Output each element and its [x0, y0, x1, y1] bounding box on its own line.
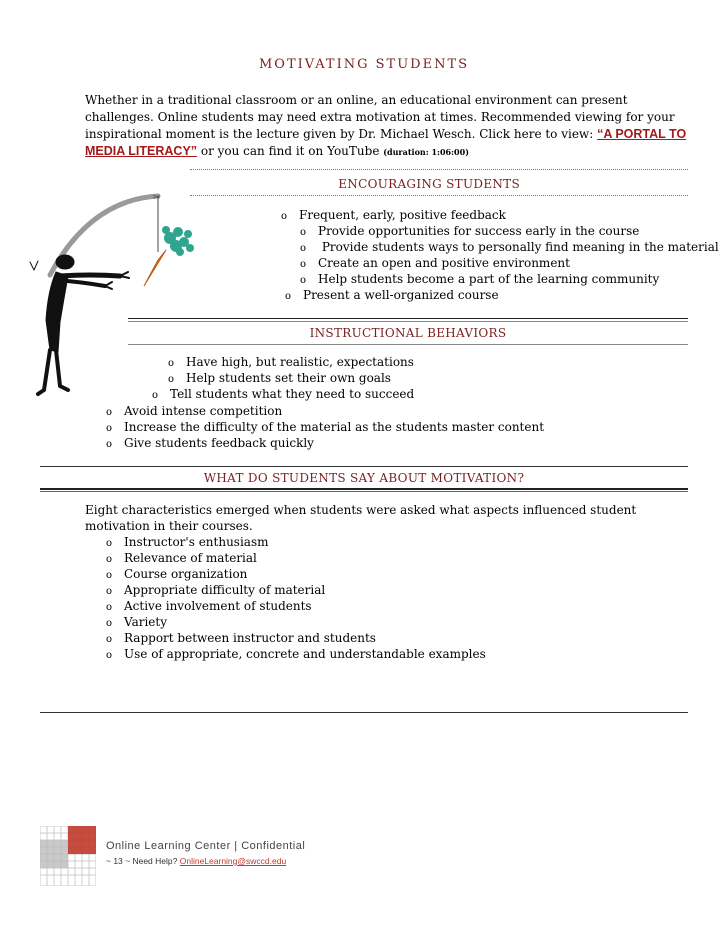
characteristic-item: o Use of appropriate, concrete and understandable examples	[106, 647, 486, 661]
page-title: MOTIVATING STUDENTS	[258, 57, 470, 72]
intro-text-1: Whether in a traditional classroom or an online, an educational environment can present challenges. Online students may need extra motivation at times. Recommended viewing for your inspirational moment is the lecture given by Dr. Michael Wesch. Click here to view:	[85, 93, 675, 141]
instructional-heading: INSTRUCTIONAL BEHAVIORS	[309, 326, 507, 340]
encouraging-item: o Help students become a part of the learning community	[300, 272, 660, 286]
instructional-item: o Increase the difficulty of the material as the students master content	[106, 420, 545, 434]
characteristic-item: o Instructor's enthusiasm	[106, 535, 269, 549]
help-email-link[interactable]: OnlineLearning@swccd.edu	[179, 856, 287, 866]
footer-logo-grid	[40, 826, 96, 886]
encouraging-top-rule	[190, 169, 688, 170]
characteristic-item: o Active involvement of students	[106, 599, 312, 613]
duration-note: (duration: 1:06:00)	[383, 147, 469, 157]
students-say-bottom-rule-2	[40, 491, 688, 492]
encouraging-item: o Present a well-organized course	[285, 288, 499, 302]
characteristic-item: o Course organization	[106, 567, 248, 581]
encouraging-item: o Frequent, early, positive feedback	[281, 208, 506, 222]
characteristic-item: o Appropriate difficulty of material	[106, 583, 326, 597]
instructional-bottom-rule	[128, 344, 688, 345]
instructional-top-rule	[128, 318, 688, 319]
characteristic-item: o Variety	[106, 615, 167, 629]
media-literacy-link[interactable]: “A PORTAL TO MEDIA LITERACY”	[85, 127, 687, 158]
instructional-item: o Tell students what they need to succeed	[152, 387, 415, 401]
encouraging-bottom-rule	[190, 195, 688, 196]
characteristic-item: o Relevance of material	[106, 551, 257, 565]
instructional-item: o Give students feedback quickly	[106, 436, 314, 450]
encouraging-item: o Provide opportunities for success early in the course	[300, 224, 640, 238]
carrot-leaves-icon	[162, 226, 194, 256]
instructional-item: o Have high, but realistic, expectations	[168, 355, 414, 369]
intro-paragraph	[85, 92, 695, 161]
students-say-heading: WHAT DO STUDENTS SAY ABOUT MOTIVATION?	[203, 471, 525, 485]
figure-head	[56, 255, 74, 269]
students-say-top-rule	[40, 466, 688, 467]
section-end-rule	[40, 712, 688, 713]
footer-help: ~ 13 ~ Need Help? OnlineLearning@swccd.edu	[106, 856, 287, 866]
figure-body	[46, 272, 68, 352]
encouraging-item: o Provide students ways to personally find meaning in the material	[300, 240, 719, 254]
characteristic-item: o Rapport between instructor and students	[106, 631, 376, 645]
students-say-intro: Eight characteristics emerged when students were asked what aspects influenced student motivation in their courses.	[85, 503, 637, 533]
encouraging-heading: ENCOURAGING STUDENTS	[338, 177, 520, 191]
footer-org: Online Learning Center | Confidential	[106, 840, 306, 852]
intro-text-2: or you can find it on YouTube	[197, 144, 384, 158]
encouraging-item: o Create an open and positive environment	[300, 256, 570, 270]
students-say-bottom-rule	[40, 488, 688, 490]
instructional-top-rule-2	[128, 321, 688, 322]
instructional-item: o Avoid intense competition	[106, 404, 283, 418]
svg-text:✂: ✂	[153, 193, 161, 203]
stick-figure	[30, 255, 129, 394]
instructional-item: o Help students set their own goals	[168, 371, 391, 385]
carrot-icon	[144, 250, 166, 286]
